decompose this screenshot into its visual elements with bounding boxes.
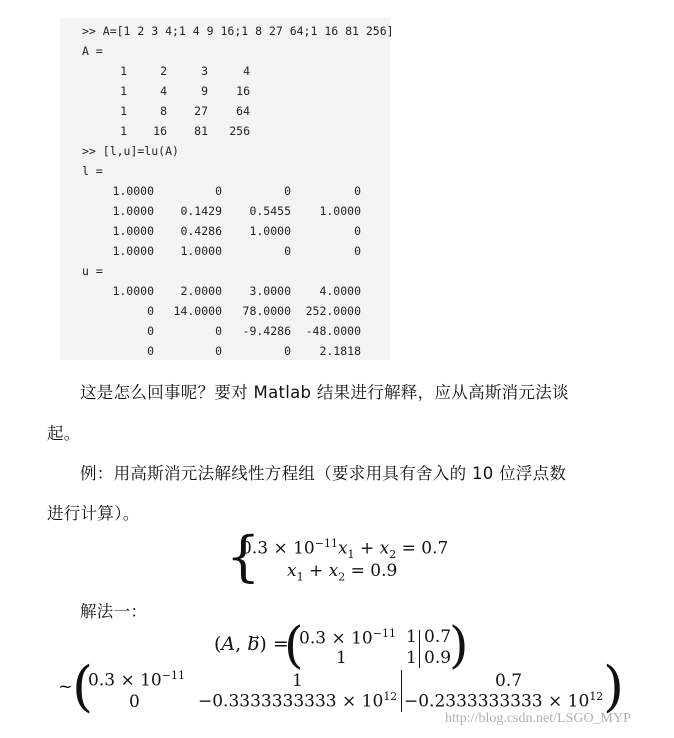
matrix-a-cell: 2 (160, 64, 167, 78)
paragraph-2-line-2: 进行计算）。 (47, 504, 140, 523)
red-separator (401, 670, 402, 712)
paragraph-1-line-1: 这是怎么回事呢？要对 Matlab 结果进行解释，应从高斯消元法谈 (80, 383, 569, 402)
aug-separator (419, 630, 420, 668)
red-r1c2: 1 (292, 671, 303, 691)
matrix-a-label: A = (82, 44, 103, 58)
matrix-l-cell: 0 (354, 184, 361, 198)
red-r2c3: $-0.2333333333 \times 10^{12}$ (404, 690, 604, 712)
matrix-a-cell: 4 (160, 84, 167, 98)
matrix-u-cell: 0 (284, 344, 291, 358)
red-left-paren: ( (72, 655, 94, 718)
tilde-symbol: ~ (58, 676, 74, 697)
matrix-u-cell: 4.0000 (319, 284, 361, 298)
matrix-u-cell: -48.0000 (305, 324, 361, 338)
matrix-l-cell: 0 (215, 184, 222, 198)
command-line-1: >> A=[1 2 3 4;1 4 9 16;1 8 27 64;1 16 81 256] (82, 24, 394, 38)
matrix-a-cell: 16 (153, 124, 167, 138)
red-right-paren: ) (603, 655, 625, 718)
matrix-l-cell: 1.0000 (112, 184, 154, 198)
matrix-a-cell: 8 (160, 104, 167, 118)
command-line-2: >> [l,u]=lu(A) (82, 144, 179, 158)
matrix-u-cell: 3.0000 (249, 284, 291, 298)
matrix-l-cell: 0 (354, 244, 361, 258)
aug-r1c1: $0.3 \times 10^{-11}$ (299, 627, 396, 649)
aug-r1c3: 0.7 (424, 627, 452, 647)
equation-1: $0.3 \times 10^{-11}x_1 + x_2 = 0.7$ (241, 537, 449, 562)
matrix-l-cell: 1.0000 (180, 244, 222, 258)
matrix-a-cell: 1 (120, 104, 127, 118)
aug-r2c3: 0.9 (424, 648, 452, 668)
matrix-l-cell: 1.0000 (319, 204, 361, 218)
matrix-a-cell: 1 (120, 84, 127, 98)
red-r2c2: $-0.3333333333 \times 10^{12}$ (198, 690, 398, 712)
method-label: 解法一： (80, 602, 148, 621)
matrix-a-cell: 4 (243, 64, 250, 78)
matrix-a-cell: 9 (201, 84, 208, 98)
matrix-u-cell: 78.0000 (242, 304, 291, 318)
matrix-u-cell: 252.0000 (305, 304, 361, 318)
matrix-u-cell: 0 (147, 344, 154, 358)
matrix-u-cell: 1.0000 (112, 284, 154, 298)
matlab-console (60, 18, 394, 360)
matrix-u-cell: 0 (215, 344, 222, 358)
aug-r1c2: 1 (406, 627, 417, 647)
paragraph-1-line-2: 起。 (47, 424, 81, 443)
matrix-u-cell: 0 (147, 324, 154, 338)
aug-r2c1: 1 (336, 648, 347, 668)
matrix-l-cell: 0.5455 (249, 204, 291, 218)
matrix-l-cell: 0 (354, 224, 361, 238)
red-r1c1: $0.3 \times 10^{-11}$ (88, 669, 185, 691)
aug-right-paren: ) (449, 616, 469, 674)
red-r1c3: 0.7 (495, 671, 523, 691)
matrix-l-cell: 1.0000 (112, 204, 154, 218)
aug-r2c2: 1 (406, 648, 417, 668)
matrix-l-cell: 1.0000 (112, 224, 154, 238)
matrix-a-cell: 16 (236, 84, 250, 98)
red-r2c1: 0 (129, 692, 140, 712)
matrix-a-cell: 81 (194, 124, 208, 138)
matrix-a-cell: 256 (229, 124, 250, 138)
matrix-l-label: l = (82, 164, 103, 178)
matrix-l-cell: 0.4286 (180, 224, 222, 238)
matrix-u-cell: 2.0000 (180, 284, 222, 298)
matrix-u-cell: 0 (215, 324, 222, 338)
matrix-l-cell: 0.1429 (180, 204, 222, 218)
matrix-u-cell: 0 (147, 304, 154, 318)
matrix-u-cell: 14.0000 (173, 304, 222, 318)
augmented-matrix-symbol: (A, b⃗) = (214, 633, 289, 655)
matrix-l-cell: 0 (284, 184, 291, 198)
matrix-a-cell: 64 (236, 104, 250, 118)
matrix-l-cell: 1.0000 (112, 244, 154, 258)
matrix-u-label: u = (82, 264, 103, 278)
matrix-l-cell: 0 (284, 244, 291, 258)
paragraph-2-line-1: 例：用高斯消元法解线性方程组（要求用具有舍入的 10 位浮点数 (80, 464, 567, 483)
matrix-a-cell: 3 (201, 64, 208, 78)
matrix-a-cell: 1 (120, 124, 127, 138)
watermark: http://blog.csdn.net/LSGO_MYP (445, 711, 631, 726)
equation-2: $x_1 + x_2 = 0.9$ (287, 561, 398, 584)
matrix-u-cell: -9.4286 (242, 324, 291, 338)
matrix-l-cell: 1.0000 (249, 224, 291, 238)
system-brace: { (226, 525, 261, 588)
matrix-a-cell: 1 (120, 64, 127, 78)
aug-left-paren: ( (284, 616, 304, 674)
matrix-u-cell: 2.1818 (319, 344, 361, 358)
matrix-a-cell: 27 (194, 104, 208, 118)
